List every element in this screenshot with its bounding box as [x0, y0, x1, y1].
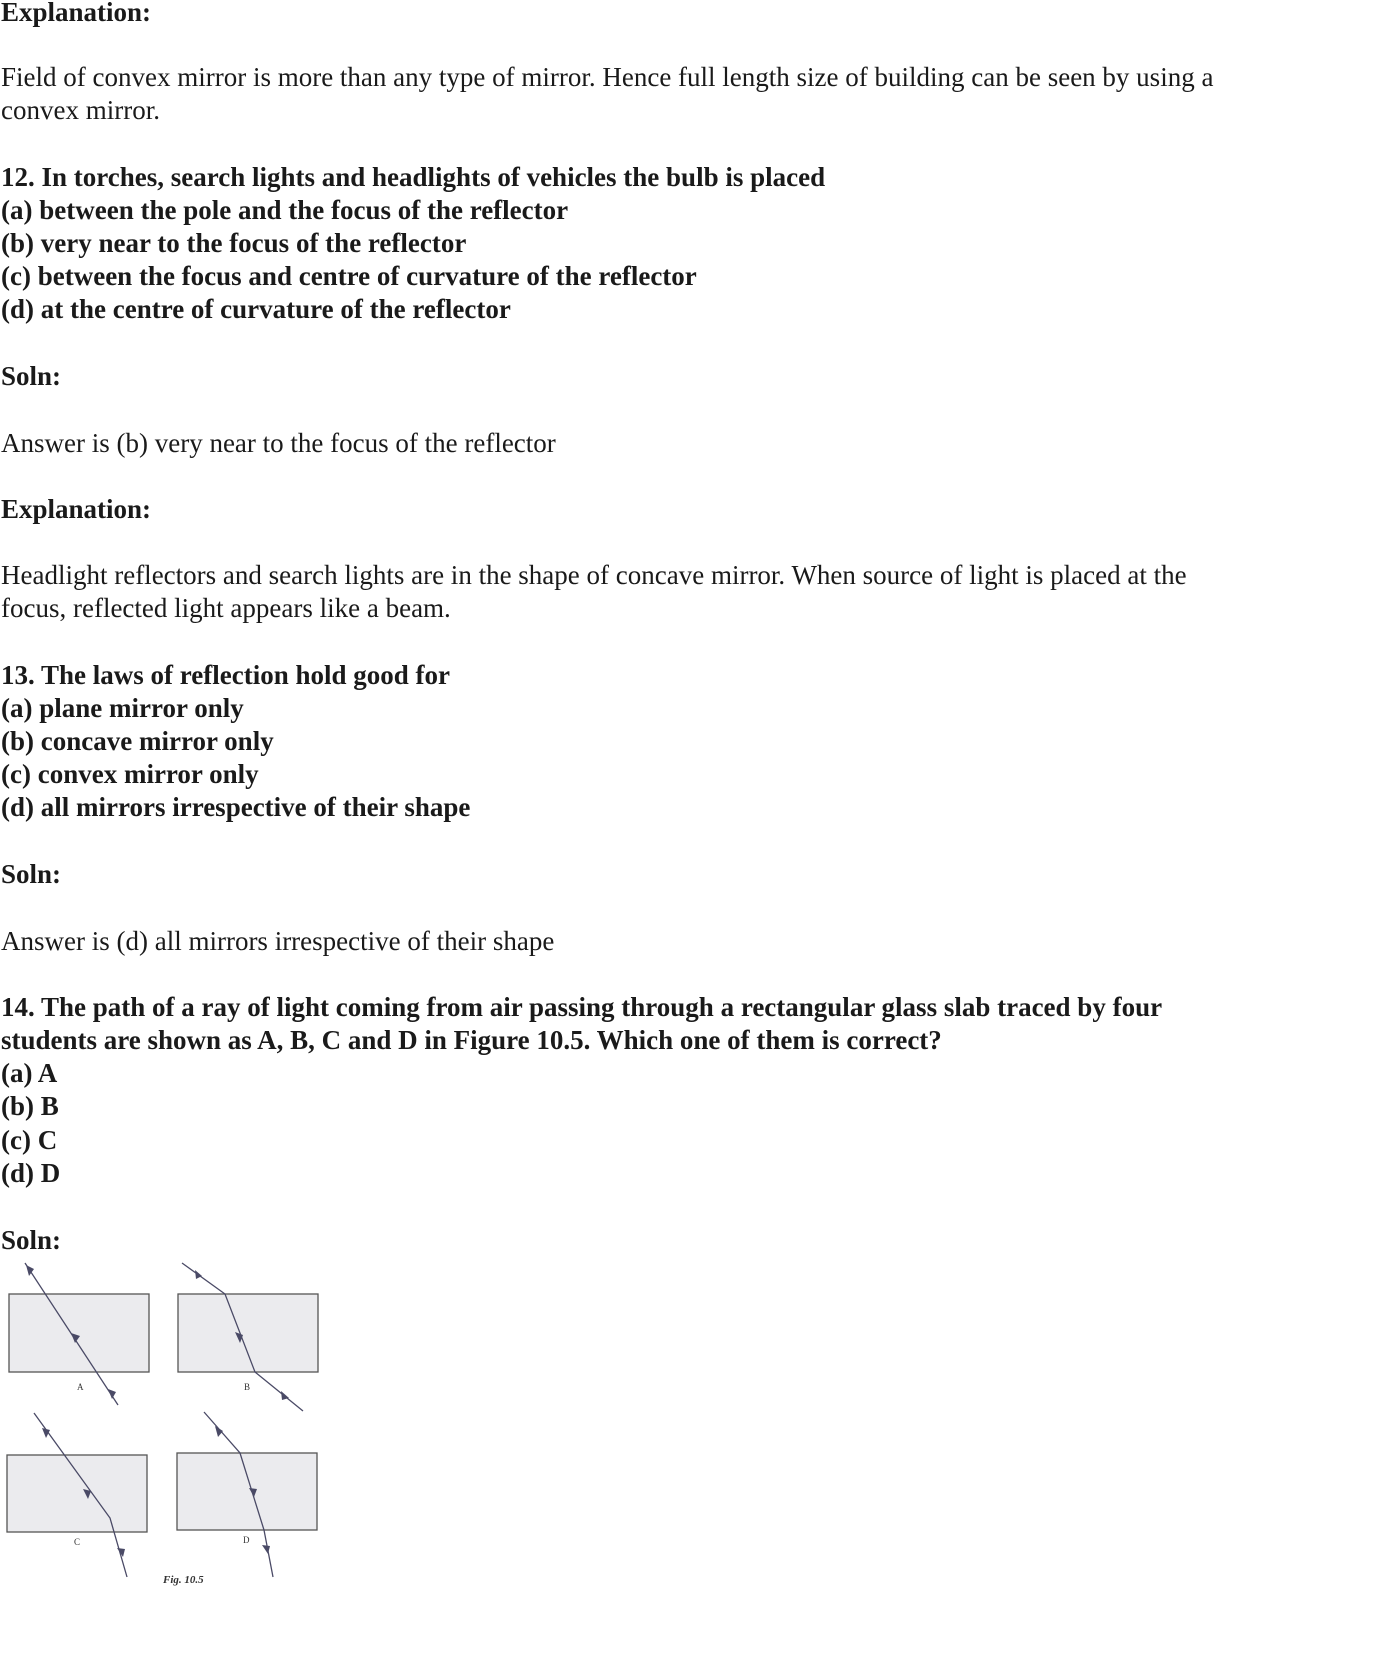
text-line: (a) plane mirror only	[1, 693, 244, 723]
text-line: Headlight reflectors and search lights are in the shape of concave mirror. When source of light is placed at the	[1, 560, 1187, 590]
text-line: Answer is (d) all mirrors irrespective of their shape	[1, 926, 555, 956]
text-line: (d) at the centre of curvature of the reflector	[1, 294, 511, 324]
text-line: Explanation:	[1, 494, 152, 524]
text-line: convex mirror.	[1, 95, 160, 125]
text-line: 14. The path of a ray of light coming from air passing through a rectangular glass slab traced by four	[1, 992, 1163, 1022]
text-line: Soln:	[1, 361, 62, 391]
text-line: (c) C	[1, 1125, 58, 1155]
arrow-icon	[215, 1426, 223, 1437]
slab-C	[7, 1413, 147, 1577]
text-line: students are shown as A, B, C and D in Figure 10.5. Which one of them is correct?	[1, 1025, 942, 1055]
label-D: D	[243, 1535, 250, 1545]
text-line: (b) B	[1, 1091, 59, 1121]
text-line: focus, reflected light appears like a beam.	[1, 593, 451, 623]
glass-slab	[9, 1294, 149, 1372]
slab-A	[9, 1263, 149, 1405]
text-line: (d) all mirrors irrespective of their shape	[1, 792, 471, 822]
glass-slab	[177, 1453, 317, 1530]
text-line: Soln:	[1, 859, 62, 889]
text-line: (c) between the focus and centre of curvature of the reflector	[1, 261, 697, 291]
slab-B	[178, 1263, 318, 1411]
text-line: (b) very near to the focus of the reflector	[1, 228, 467, 258]
text-line: Answer is (b) very near to the focus of the reflector	[1, 428, 556, 458]
arrow-icon	[195, 1270, 202, 1279]
text-line: (c) convex mirror only	[1, 759, 259, 789]
glass-slab	[7, 1455, 147, 1532]
text-line: (d) D	[1, 1158, 61, 1188]
text-line: (a) A	[1, 1058, 58, 1088]
arrow-icon	[108, 1389, 116, 1399]
label-B: B	[244, 1382, 251, 1392]
slab-D	[177, 1412, 317, 1577]
glass-slab	[178, 1294, 318, 1372]
label-C: C	[74, 1537, 81, 1547]
text-line: 12. In torches, search lights and headlights of vehicles the bulb is placed	[1, 162, 826, 192]
text-line: Soln:	[1, 1225, 62, 1255]
figure-caption: Fig. 10.5	[163, 1574, 204, 1586]
text-line: (a) between the pole and the focus of the reflector	[1, 195, 569, 225]
text-line: 13. The laws of reflection hold good for	[1, 660, 450, 690]
text-line: Field of convex mirror is more than any type of mirror. Hence full length size of building can be seen by using a	[1, 62, 1214, 92]
text-line: Explanation:	[1, 0, 152, 27]
figure-10-5	[0, 1185, 330, 1658]
label-A: A	[77, 1382, 84, 1392]
text-line: (b) concave mirror only	[1, 726, 274, 756]
